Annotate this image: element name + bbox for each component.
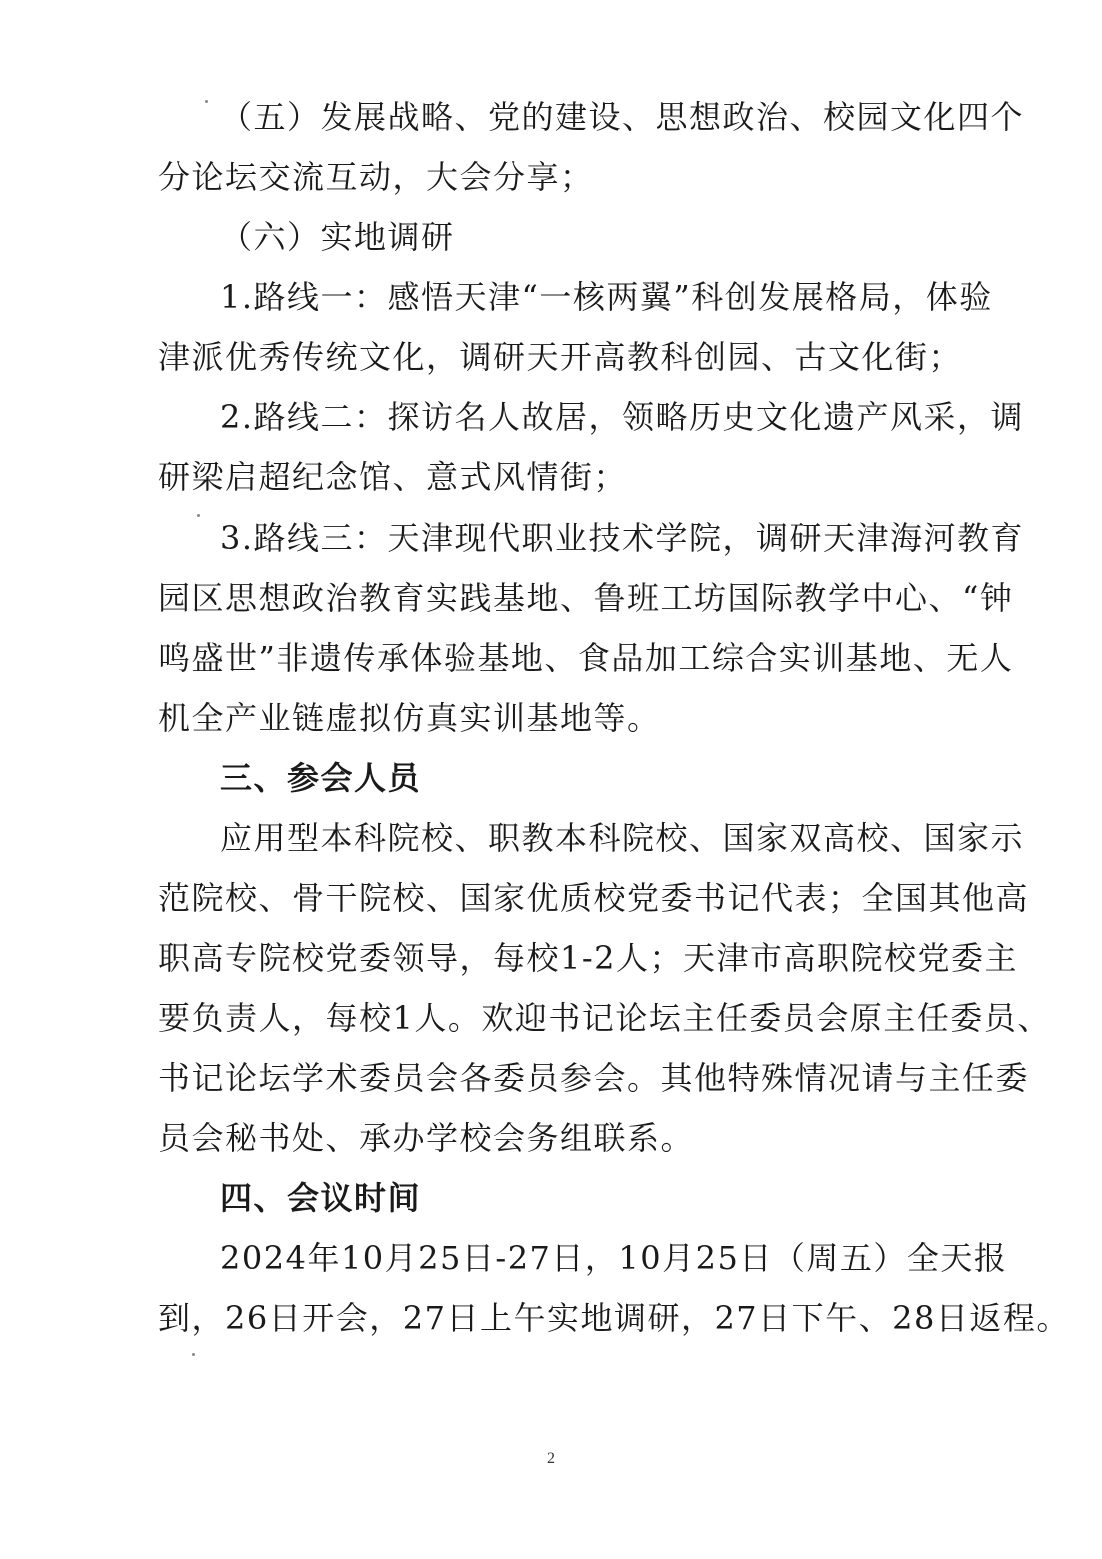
paragraph-line: （六）实地调研 — [220, 218, 455, 256]
paragraph-line: 3.路线三：天津现代职业技术学院，调研天津海河教育 — [220, 519, 1025, 557]
paragraph-line: 鸣盛世”非遗传承体验基地、食品加工综合实训基地、无人 — [158, 639, 1014, 677]
paragraph-line: （五）发展战略、党的建设、思想政治、校园文化四个 — [220, 98, 1025, 136]
paragraph-line: 2.路线二：探访名人故居，领略历史文化遗产风采，调 — [220, 398, 1025, 436]
paragraph-line: 要负责人，每校1人。欢迎书记论坛主任委员会原主任委员、 — [158, 999, 1051, 1037]
paragraph-line: 机全产业链虚拟仿真实训基地等。 — [158, 699, 661, 737]
paragraph-line: 津派优秀传统文化，调研天开高教科创园、古文化街； — [158, 338, 963, 376]
scan-speck — [197, 514, 200, 517]
paragraph-line: 员会秘书处、承办学校会务组联系。 — [158, 1119, 695, 1157]
scan-speck — [192, 1353, 195, 1356]
scan-speck — [205, 100, 208, 103]
section-heading: 三、参会人员 — [220, 759, 422, 797]
page-number: 2 — [547, 1450, 555, 1467]
paragraph-line: 分论坛交流互动，大会分享； — [158, 158, 594, 196]
paragraph-line: 1.路线一：感悟天津“一核两翼”科创发展格局，体验 — [220, 278, 993, 316]
paragraph-line: 职高专院校党委领导，每校1-2人；天津市高职院校党委主 — [158, 939, 1019, 977]
paragraph-line: 应用型本科院校、职教本科院校、国家双高校、国家示 — [220, 819, 1025, 857]
paragraph-line: 到，26日开会，27日上午实地调研，27日下午、28日返程。 — [158, 1299, 1070, 1337]
paragraph-line: 书记论坛学术委员会各委员参会。其他特殊情况请与主任委 — [158, 1059, 1030, 1097]
paragraph-line: 2024年10月25日-27日，10月25日（周五）全天报 — [220, 1239, 1008, 1277]
paragraph-line: 研梁启超纪念馆、意式风情街； — [158, 458, 628, 496]
paragraph-line: 园区思想政治教育实践基地、鲁班工坊国际教学中心、“钟 — [158, 579, 1014, 617]
section-heading: 四、会议时间 — [220, 1179, 422, 1217]
paragraph-line: 范院校、骨干院校、国家优质校党委书记代表；全国其他高 — [158, 879, 1030, 917]
